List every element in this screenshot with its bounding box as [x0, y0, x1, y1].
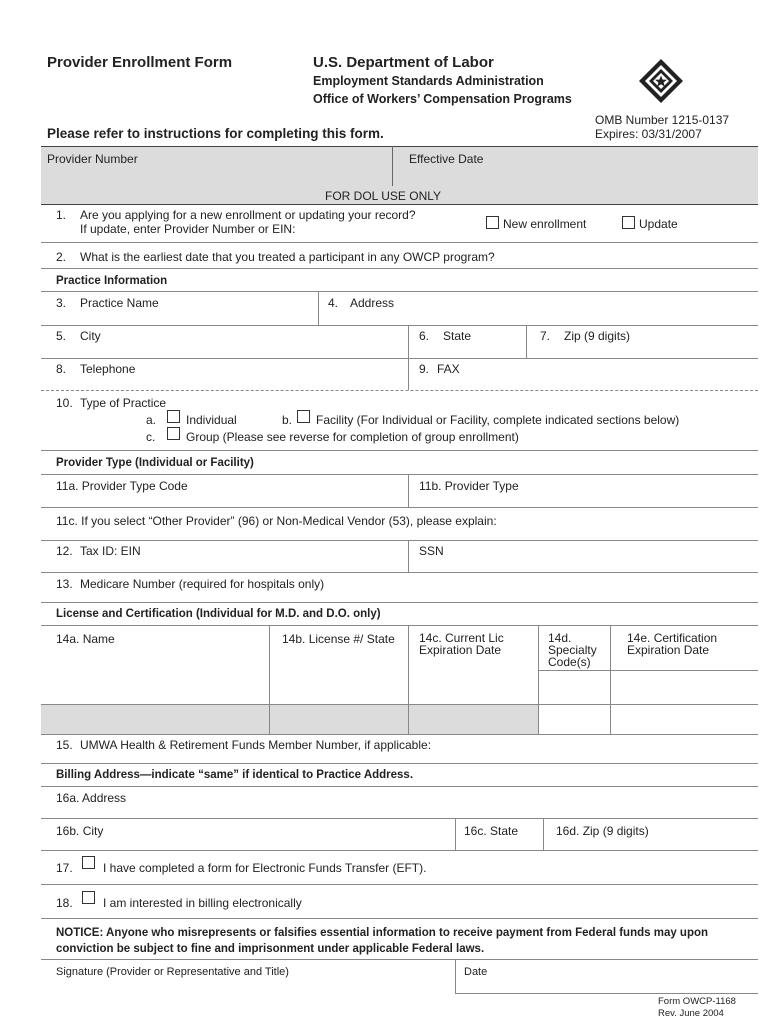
q17-number: 17. — [56, 861, 73, 875]
office-name: Office of Workers’ Compensation Programs — [313, 92, 572, 106]
license-col-certification: 14e. Certification Expiration Date — [627, 631, 718, 657]
billing-address-field[interactable]: 16a. Address — [56, 791, 127, 805]
update-checkbox[interactable] — [622, 216, 635, 229]
license-col-specialty: 14d. Specialty Code(s) — [548, 631, 597, 669]
option-c-marker: c. — [146, 430, 156, 444]
license-heading: License and Certification (Individual for M.D. and D.O. only) — [56, 608, 381, 620]
provider-number-label: Provider Number — [47, 152, 138, 166]
license-gray-row — [41, 704, 538, 734]
billing-state-field[interactable]: 16c. State — [464, 824, 519, 838]
signature-field[interactable]: Signature (Provider or Representative and Title) — [56, 966, 289, 978]
billing-zip-field[interactable]: 16d. Zip (9 digits) — [556, 824, 649, 838]
omb-number: OMB Number 1215-0137 — [595, 113, 730, 127]
individual-label: Individual — [186, 413, 237, 427]
fax-field[interactable]: 9. FAX — [419, 362, 460, 376]
license-col-name: 14a. Name — [56, 632, 115, 646]
q18-number: 18. — [56, 896, 73, 910]
billing-city-field[interactable]: 16b. City — [56, 824, 104, 838]
practice-info-heading: Practice Information — [56, 275, 168, 287]
billing-heading: Billing Address—indicate “same” if identical to Practice Address. — [56, 769, 414, 781]
dol-use-caption: FOR DOL USE ONLY — [325, 189, 442, 203]
provider-type-heading: Provider Type (Individual or Facility) — [56, 457, 254, 469]
medicare-number-field[interactable]: 13. Medicare Number (required for hospitals only) — [56, 577, 325, 591]
effective-date-label: Effective Date — [409, 152, 484, 166]
option-b-marker: b. — [282, 413, 293, 427]
tax-id-ein-field[interactable]: 12. Tax ID: EIN — [56, 544, 141, 558]
facility-checkbox[interactable] — [297, 410, 310, 423]
update-label: Update — [639, 217, 678, 231]
zip-field[interactable]: 7. Zip (9 digits) — [540, 329, 631, 343]
form-revision: Rev. June 2004 — [658, 1008, 724, 1019]
bill-electronically-checkbox[interactable] — [82, 891, 95, 904]
group-label: Group (Please see reverse for completion of group enrollment) — [186, 430, 519, 444]
new-enrollment-label: New enrollment — [503, 217, 587, 231]
administration-name: Employment Standards Administration — [313, 74, 544, 88]
address-field[interactable]: 4. Address — [328, 296, 395, 310]
form-title: Provider Enrollment Form — [47, 54, 233, 71]
other-provider-explain-field[interactable]: 11c. If you select “Other Provider” (96) or Non-Medical Vendor (53), please explain: — [56, 514, 497, 528]
q1-text: 1. Are you applying for a new enrollment or updating your record? If update, enter Provider Number or EIN: — [56, 208, 416, 236]
omb-info — [595, 113, 729, 141]
instructions-note: Please refer to instructions for completing this form. — [47, 126, 384, 141]
q2-text[interactable]: 2. What is the earliest date that you treated a participant in any OWCP program? — [56, 250, 495, 264]
agency-name: U.S. Department of Labor — [313, 54, 494, 71]
new-enrollment-checkbox[interactable] — [486, 216, 499, 229]
ssn-field[interactable]: SSN — [419, 544, 444, 558]
eft-label: I have completed a form for Electronic Funds Transfer (EFT). — [103, 861, 427, 875]
practice-type-label: 10. Type of Practice — [56, 396, 167, 410]
city-field[interactable]: 5. City — [56, 329, 101, 343]
provider-type-field[interactable]: 11b. Provider Type — [419, 479, 519, 493]
umwa-number-field[interactable]: 15. UMWA Health & Retirement Funds Member Number, if applicable: — [56, 738, 432, 752]
individual-checkbox[interactable] — [167, 410, 180, 423]
legal-notice: NOTICE: Anyone who misrepresents or falsifies essential information to receive payment from Federal funds may upon conviction be subject to fine and imprisonment under applicable Federal laws. — [56, 927, 709, 955]
bill-electronically-label: I am interested in billing electronically — [103, 896, 302, 910]
date-field[interactable]: Date — [464, 966, 488, 978]
form-id: Form OWCP-1168 — [658, 996, 736, 1007]
state-field[interactable]: 6. State — [419, 329, 472, 343]
option-a-marker: a. — [146, 413, 157, 427]
telephone-field[interactable]: 8. Telephone — [56, 362, 136, 376]
license-col-license: 14b. License #/ State — [282, 632, 395, 646]
omb-expires: Expires: 03/31/2007 — [595, 127, 702, 141]
provider-type-code-field[interactable]: 11a. Provider Type Code — [56, 479, 188, 493]
eft-checkbox[interactable] — [82, 856, 95, 869]
facility-label: Facility (For Individual or Facility, complete indicated sections below) — [316, 413, 680, 427]
license-col-expiration: 14c. Current Lic Expiration Date — [419, 631, 504, 657]
group-checkbox[interactable] — [167, 427, 180, 440]
dol-seal-icon — [638, 58, 684, 104]
practice-name-field[interactable]: 3. Practice Name — [56, 296, 159, 310]
